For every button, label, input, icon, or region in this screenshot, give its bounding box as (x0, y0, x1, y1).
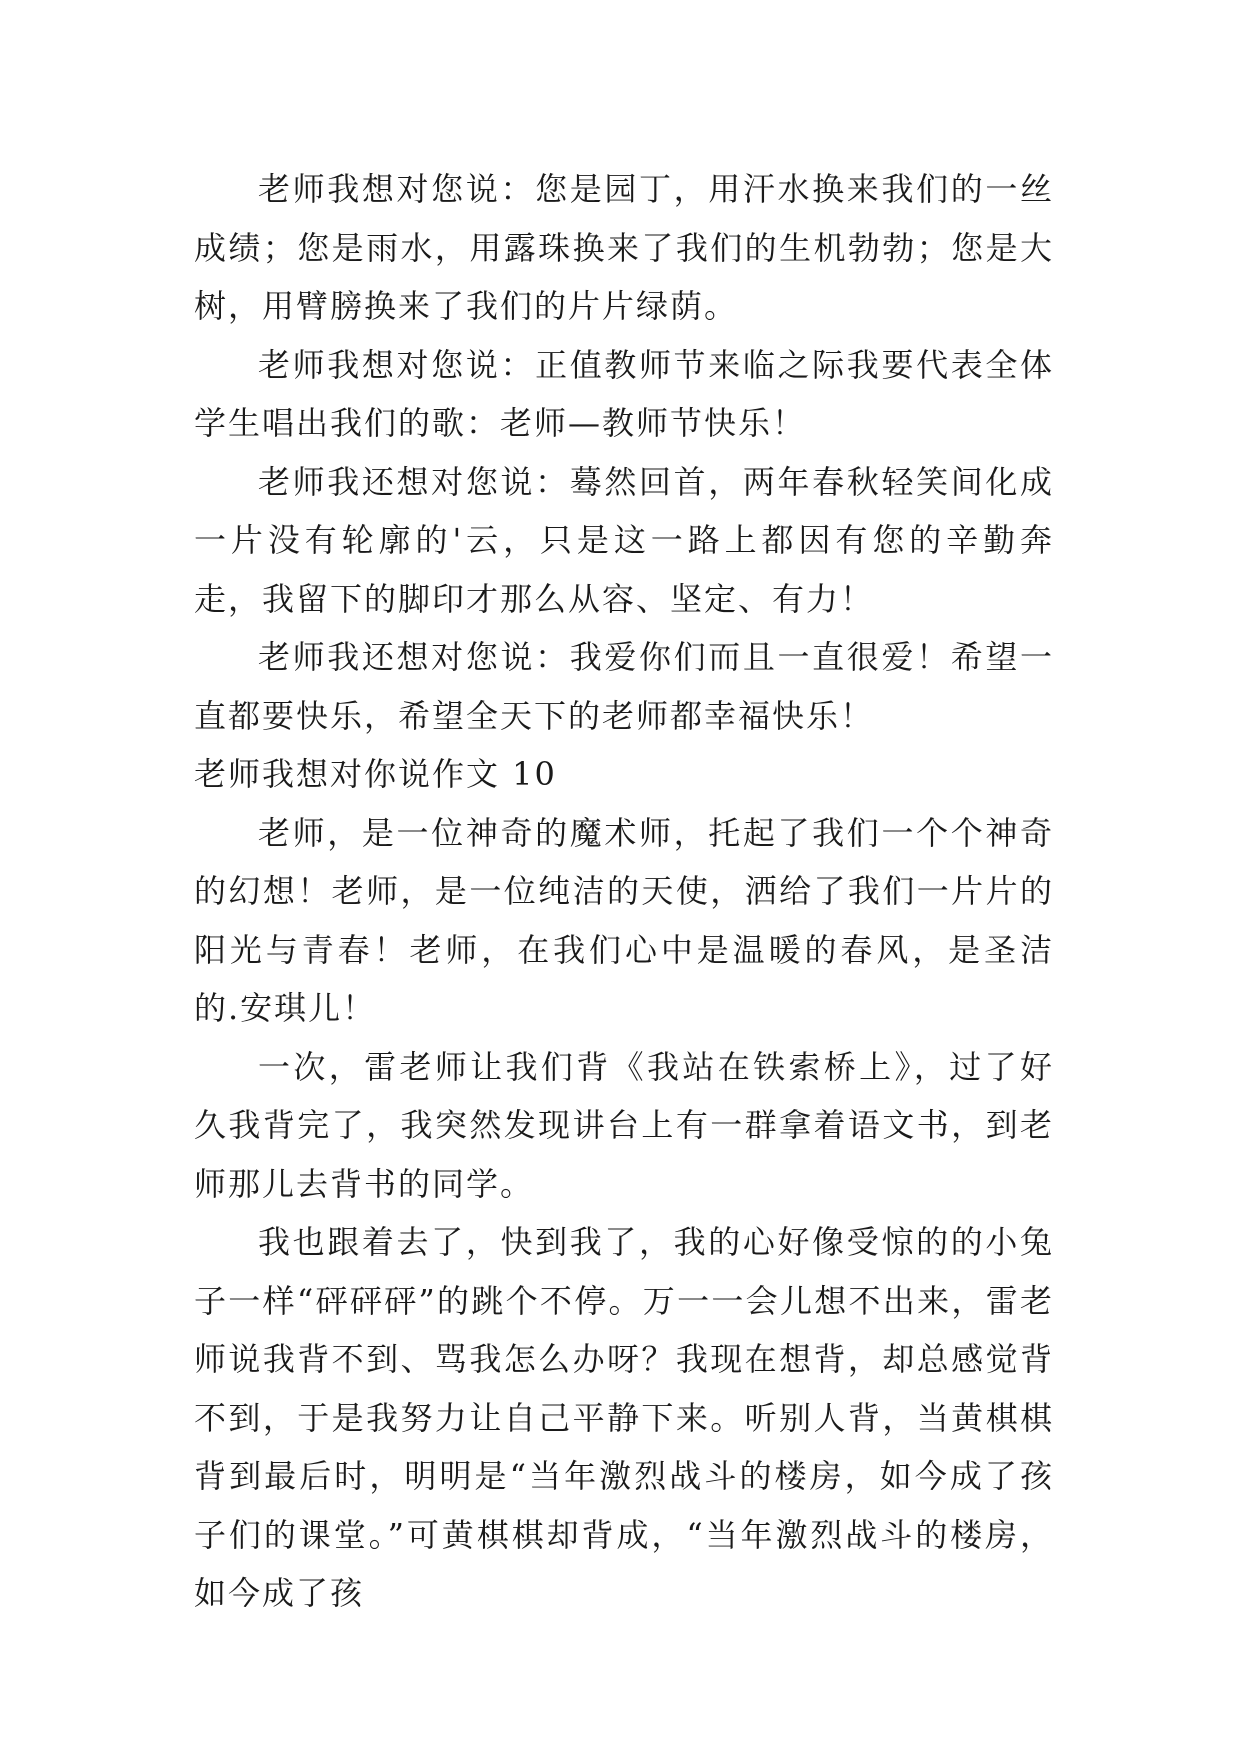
paragraph: 老师我还想对您说：我爱你们而且一直很爱！希望一直都要快乐，希望全天下的老师都幸福快乐！ (194, 638, 1054, 735)
paragraph: 老师我想对您说：您是园丁，用汗水换来我们的一丝成绩；您是雨水，用露珠换来了我们的生机勃勃；您是大树，用臂膀换来了我们的片片绿荫。 (194, 170, 1054, 325)
paragraph: 老师，是一位神奇的魔术师，托起了我们一个个神奇的幻想！老师，是一位纯洁的天使，洒给了我们一片片的阳光与青春！老师，在我们心中是温暖的春风，是圣洁的.安琪儿！ (194, 813, 1054, 1027)
section-heading: 老师我想对你说作文 10 (194, 755, 557, 793)
paragraph: 我也跟着去了，快到我了，我的心好像受惊的的小兔子一样“砰砰砰”的跳个不停。万一一会儿想不出来，雷老师说我背不到、骂我怎么办呀？我现在想背，却总感觉背不到，于是我努力让自己平静下来。听别人背，当黄棋棋背到最后时，明明是“当年激烈战斗的楼房，如今成了孩子们的课堂。”可黄棋棋却背成，“当年激烈战斗的楼房，如今成了孩 (194, 1223, 1054, 1612)
document-body (194, 160, 1054, 1623)
paragraph: 一次，雷老师让我们背《我站在铁索桥上》，过了好久我背完了，我突然发现讲台上有一群拿着语文书，到老师那儿去背书的同学。 (194, 1047, 1054, 1203)
paragraph: 老师我还想对您说：蓦然回首，两年春秋轻笑间化成一片没有轮廓的'云，只是这一路上都因有您的辛勤奔走，我留下的脚印才那么从容、坚定、有力！ (194, 462, 1054, 618)
paragraph: 老师我想对您说：正值教师节来临之际我要代表全体学生唱出我们的歌：老师—教师节快乐！ (194, 345, 1054, 442)
